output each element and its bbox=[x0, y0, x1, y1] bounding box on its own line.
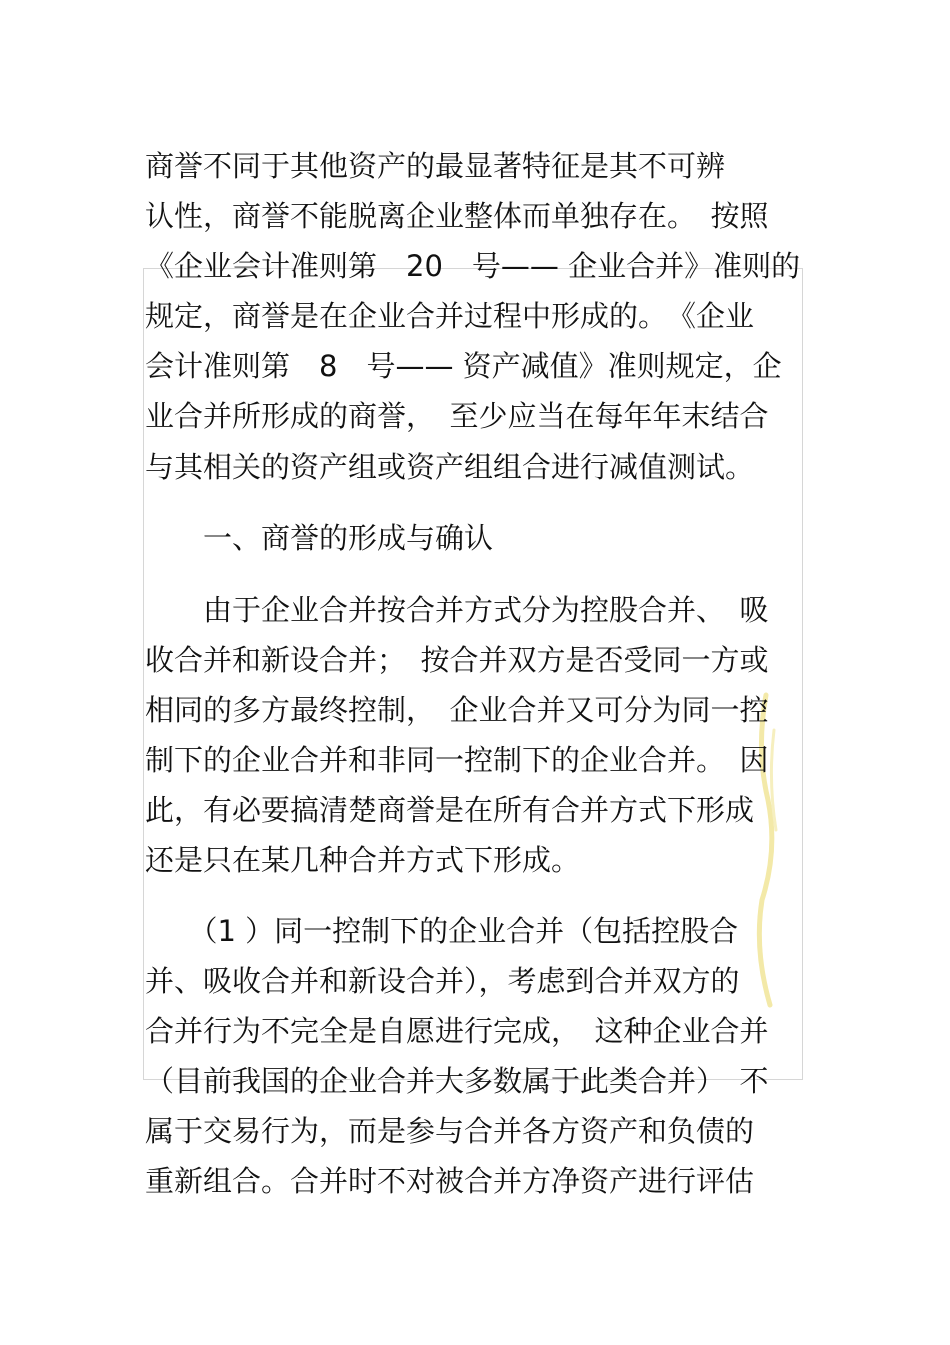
paragraph-line-8: 由于企业合并按合并方式分为控股合并、 吸 bbox=[145, 593, 769, 627]
paragraph-line-6: 业合并所形成的商誉， 至少应当在每年年末结合 bbox=[145, 399, 769, 433]
paragraph-line-13: 还是只在某几种合并方式下形成。 bbox=[145, 843, 581, 877]
paragraph-line-7: 与其相关的资产组或资产组组合进行减值测试。 bbox=[145, 450, 755, 484]
watermark-mark bbox=[748, 690, 784, 1010]
paragraph-line-11: 制下的企业合并和非同一控制下的企业合并。 因 bbox=[145, 743, 769, 777]
paragraph-line-10: 相同的多方最终控制， 企业合并又可分为同一控 bbox=[145, 693, 769, 727]
paragraph-line-19: 重新组合。合并时不对被合并方净资产进行评估 bbox=[145, 1164, 755, 1198]
section-heading: 一、商誉的形成与确认 bbox=[145, 521, 494, 555]
paragraph-line-2: 认性，商誉不能脱离企业整体而单独存在。 按照 bbox=[145, 199, 769, 233]
paragraph-line-16: 合并行为不完全是自愿进行完成， 这种企业合并 bbox=[145, 1014, 769, 1048]
paragraph-line-3: 《企业会计准则第 20 号—— 企业合并》准则的 bbox=[145, 249, 801, 283]
paragraph-line-4: 规定，商誉是在企业合并过程中形成的。 《企业 bbox=[145, 299, 755, 333]
paragraph-line-1: 商誉不同于其他资产的最显著特征是其不可辨 bbox=[145, 149, 726, 183]
paragraph-line-14: （1 ）同一控制下的企业合并（包括控股合 bbox=[145, 914, 739, 948]
paragraph-line-17: （目前我国的企业合并大多数属于此类合并） 不 bbox=[145, 1064, 769, 1098]
paragraph-line-12: 此，有必要搞清楚商誉是在所有合并方式下形成 bbox=[145, 793, 755, 827]
paragraph-line-5: 会计准则第 8 号—— 资产减值》准则规定，企 bbox=[145, 349, 782, 383]
paragraph-line-9: 收合并和新设合并； 按合并双方是否受同一方或 bbox=[145, 643, 769, 677]
paragraph-line-18: 属于交易行为，而是参与合并各方资产和负债的 bbox=[145, 1114, 755, 1148]
paragraph-line-15: 并、吸收合并和新设合并），考虑到合并双方的 bbox=[145, 964, 740, 998]
